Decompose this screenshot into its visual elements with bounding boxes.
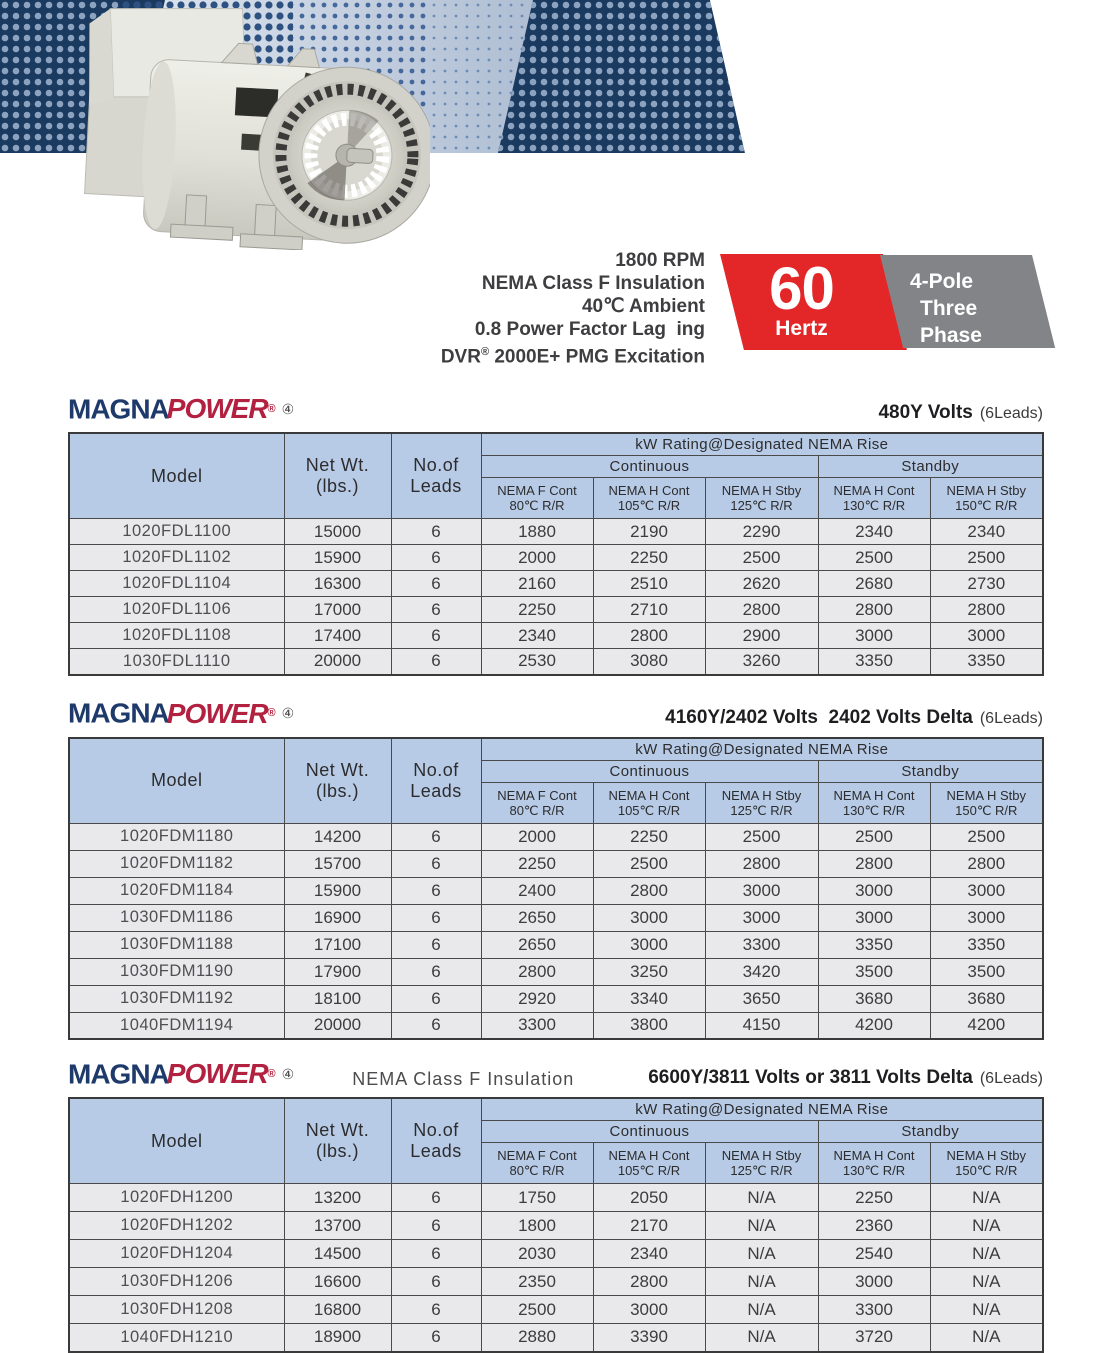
magnapower-logo: MAGNAPOWER® ④ — [68, 393, 295, 424]
value-cell: 3250 — [593, 958, 705, 985]
value-cell: 2250 — [593, 545, 705, 571]
table-row — [69, 545, 1043, 571]
value-cell: 6 — [391, 823, 481, 850]
col-header-model: Model — [69, 433, 284, 519]
value-cell: 2650 — [481, 931, 593, 958]
value-cell: 2800 — [705, 597, 818, 623]
value-cell: 3300 — [705, 931, 818, 958]
value-cell: 2250 — [481, 850, 593, 877]
value-cell: 20000 — [284, 1012, 391, 1039]
value-cell: 6 — [391, 985, 481, 1012]
value-cell: 14500 — [284, 1240, 391, 1268]
value-cell: 3000 — [593, 1296, 705, 1324]
magnapower-logo: MAGNAPOWER® ④ — [68, 697, 295, 729]
value-cell: 16800 — [284, 1296, 391, 1324]
table-row — [69, 985, 1043, 1012]
value-cell: N/A — [705, 1212, 818, 1240]
value-cell: 15900 — [284, 877, 391, 904]
tables-area — [68, 393, 1043, 1353]
value-cell: 2400 — [481, 877, 593, 904]
value-cell: 18900 — [284, 1324, 391, 1352]
hertz-unit: Hertz — [775, 317, 828, 340]
registered-mark: ® — [267, 402, 276, 415]
value-cell: 4150 — [705, 1012, 818, 1039]
col-header-nema-f-80: NEMA F Cont 80℃ R/R — [481, 782, 593, 823]
model-cell: 1030FDM1188 — [69, 931, 284, 958]
value-cell: 17000 — [284, 597, 391, 623]
spec-ambient: 40℃ Ambient — [581, 296, 705, 317]
value-cell: 6 — [391, 931, 481, 958]
value-cell: N/A — [705, 1240, 818, 1268]
value-cell: 2800 — [593, 623, 705, 649]
value-cell: 2920 — [481, 985, 593, 1012]
table-row — [69, 597, 1043, 623]
value-cell: 2050 — [593, 1184, 705, 1212]
value-cell: 3340 — [593, 985, 705, 1012]
value-cell: 16300 — [284, 571, 391, 597]
value-cell: 3300 — [481, 1012, 593, 1039]
value-cell: 3650 — [705, 985, 818, 1012]
value-cell: 6 — [391, 597, 481, 623]
value-cell: 2170 — [593, 1212, 705, 1240]
value-cell: 2350 — [481, 1268, 593, 1296]
table-row — [69, 1184, 1043, 1212]
value-cell: 17900 — [284, 958, 391, 985]
group-header-standby: Standby — [818, 456, 1043, 478]
col-header-nema-h-105: NEMA H Cont 105℃ R/R — [593, 1143, 705, 1184]
model-cell: 1020FDH1202 — [69, 1212, 284, 1240]
value-cell: 4200 — [818, 1012, 930, 1039]
col-header-leads: No.of Leads — [391, 738, 481, 824]
col-header-nema-h-130: NEMA H Cont 130℃ R/R — [818, 1143, 930, 1184]
section-4160y-title: 4160Y/2402 Volts 2402 Volts Delta (6Leads) — [665, 706, 1043, 728]
value-cell: 6 — [391, 545, 481, 571]
value-cell: 13200 — [284, 1184, 391, 1212]
model-cell: 1020FDH1200 — [69, 1184, 284, 1212]
hertz-badge — [720, 254, 883, 350]
value-cell: 17400 — [284, 623, 391, 649]
section-6600y-title: 6600Y/3811 Volts or 3811 Volts Delta (6Leads) — [648, 1067, 1043, 1088]
hertz-value: 60 — [769, 255, 834, 322]
model-cell: 1020FDM1184 — [69, 877, 284, 904]
value-cell: N/A — [930, 1240, 1043, 1268]
value-cell: 2800 — [593, 877, 705, 904]
value-cell: 2500 — [818, 823, 930, 850]
section-6600y — [68, 1058, 1043, 1353]
value-cell: 3000 — [930, 904, 1043, 931]
value-cell: 2800 — [818, 850, 930, 877]
col-header-nema-h-125: NEMA H Stby 125℃ R/R — [705, 782, 818, 823]
col-header-nema-h-150: NEMA H Stby 150℃ R/R — [930, 1143, 1043, 1184]
value-cell: 6 — [391, 904, 481, 931]
value-cell: 2730 — [930, 571, 1043, 597]
value-cell: 6 — [391, 571, 481, 597]
value-cell: 6 — [391, 623, 481, 649]
table-row — [69, 904, 1043, 931]
value-cell: 2340 — [930, 519, 1043, 545]
value-cell: 2340 — [481, 623, 593, 649]
value-cell: 3390 — [593, 1324, 705, 1352]
value-cell: 2000 — [481, 545, 593, 571]
value-cell: 3000 — [930, 877, 1043, 904]
value-cell: 1750 — [481, 1184, 593, 1212]
value-cell: 3500 — [818, 958, 930, 985]
model-cell: 1030FDM1192 — [69, 985, 284, 1012]
col-header-leads: No.of Leads — [391, 1098, 481, 1184]
value-cell: 2250 — [481, 597, 593, 623]
value-cell: 16600 — [284, 1268, 391, 1296]
kw-rating-header: kW Rating@Designated NEMA Rise — [481, 738, 1043, 761]
value-cell: N/A — [705, 1184, 818, 1212]
value-cell: 6 — [391, 1212, 481, 1240]
value-cell: N/A — [930, 1184, 1043, 1212]
col-header-netwt: Net Wt. (lbs.) — [284, 433, 391, 519]
group-header-standby: Standby — [818, 1121, 1043, 1143]
model-cell: 1020FDL1106 — [69, 597, 284, 623]
value-cell: 2500 — [481, 1296, 593, 1324]
table-row — [69, 958, 1043, 985]
value-cell: 2540 — [818, 1240, 930, 1268]
col-header-nema-h-150: NEMA H Stby 150℃ R/R — [930, 782, 1043, 823]
value-cell: 3080 — [593, 649, 705, 675]
value-cell: 2340 — [593, 1240, 705, 1268]
value-cell: 6 — [391, 649, 481, 675]
model-cell: 1030FDH1206 — [69, 1268, 284, 1296]
value-cell: 6 — [391, 1324, 481, 1352]
model-cell: 1020FDL1100 — [69, 519, 284, 545]
value-cell: 18100 — [284, 985, 391, 1012]
value-cell: 3000 — [818, 623, 930, 649]
table-row — [69, 1296, 1043, 1324]
section-480y — [68, 393, 1043, 676]
value-cell: 3350 — [818, 649, 930, 675]
circled-4-mark: ④ — [281, 400, 295, 417]
value-cell: 2360 — [818, 1212, 930, 1240]
value-cell: 2190 — [593, 519, 705, 545]
value-cell: N/A — [705, 1324, 818, 1352]
model-cell: 1020FDL1108 — [69, 623, 284, 649]
value-cell: 2500 — [930, 545, 1043, 571]
group-header-continuous: Continuous — [481, 760, 818, 782]
value-cell: 6 — [391, 1268, 481, 1296]
value-cell: 1880 — [481, 519, 593, 545]
col-header-nema-h-105: NEMA H Cont 105℃ R/R — [593, 782, 705, 823]
ratings-table-4160y — [68, 737, 1044, 1041]
value-cell: 15900 — [284, 545, 391, 571]
value-cell: N/A — [930, 1324, 1043, 1352]
insulation-note: NEMA Class F Insulation — [352, 1069, 575, 1089]
model-cell: 1040FDM1194 — [69, 1012, 284, 1039]
value-cell: 2500 — [705, 823, 818, 850]
model-cell: 1030FDL1110 — [69, 649, 284, 675]
ratings-table-6600y — [68, 1097, 1044, 1353]
model-cell: 1030FDM1190 — [69, 958, 284, 985]
generator-photo — [48, 2, 430, 250]
value-cell: 2500 — [705, 545, 818, 571]
value-cell: 3680 — [818, 985, 930, 1012]
value-cell: 2510 — [593, 571, 705, 597]
value-cell: 15000 — [284, 519, 391, 545]
value-cell: 2290 — [705, 519, 818, 545]
value-cell: 20000 — [284, 649, 391, 675]
col-header-nema-h-125: NEMA H Stby 125℃ R/R — [705, 1143, 818, 1184]
value-cell: 2500 — [593, 850, 705, 877]
value-cell: 3000 — [818, 904, 930, 931]
table-row — [69, 649, 1043, 675]
group-header-standby: Standby — [818, 760, 1043, 782]
pole-line2: Three Phase — [920, 297, 982, 347]
model-cell: 1030FDH1208 — [69, 1296, 284, 1324]
registered-mark: ® — [267, 1067, 276, 1080]
value-cell: 6 — [391, 850, 481, 877]
value-cell: 1800 — [481, 1212, 593, 1240]
value-cell: 6 — [391, 877, 481, 904]
model-cell: 1020FDH1204 — [69, 1240, 284, 1268]
value-cell: N/A — [705, 1296, 818, 1324]
value-cell: 3350 — [818, 931, 930, 958]
spec-excitation: DVR® 2000E+ PMG Excitation — [440, 346, 705, 368]
value-cell: 2900 — [705, 623, 818, 649]
registered-mark: ® — [267, 707, 276, 720]
col-header-nema-h-125: NEMA H Stby 125℃ R/R — [705, 478, 818, 519]
pole-line1: 4-Pole — [910, 270, 974, 293]
col-header-model: Model — [69, 1098, 284, 1184]
value-cell: 2340 — [818, 519, 930, 545]
value-cell: N/A — [705, 1268, 818, 1296]
section-6600y-header — [68, 1058, 1043, 1092]
section-480y-title: 480Y Volts (6Leads) — [878, 402, 1043, 423]
pole-badge — [880, 255, 1032, 348]
model-cell: 1020FDL1104 — [69, 571, 284, 597]
value-cell: 3800 — [593, 1012, 705, 1039]
value-cell: 17100 — [284, 931, 391, 958]
circled-4-mark: ④ — [281, 1065, 295, 1082]
table-row — [69, 823, 1043, 850]
value-cell: 3300 — [818, 1296, 930, 1324]
table-row — [69, 1268, 1043, 1296]
kw-rating-header: kW Rating@Designated NEMA Rise — [481, 433, 1043, 456]
table-row — [69, 1012, 1043, 1039]
value-cell: 3000 — [705, 877, 818, 904]
table-row — [69, 623, 1043, 649]
model-cell: 1040FDH1210 — [69, 1324, 284, 1352]
value-cell: 2500 — [818, 545, 930, 571]
value-cell: 2800 — [481, 958, 593, 985]
value-cell: 2000 — [481, 823, 593, 850]
table-row — [69, 1324, 1043, 1352]
model-cell: 1030FDM1186 — [69, 904, 284, 931]
value-cell: 2620 — [705, 571, 818, 597]
value-cell: 2250 — [818, 1184, 930, 1212]
spec-insulation: NEMA Class F Insulation — [481, 273, 705, 294]
value-cell: 3000 — [818, 1268, 930, 1296]
value-cell: 13700 — [284, 1212, 391, 1240]
value-cell: N/A — [930, 1268, 1043, 1296]
model-cell: 1020FDL1102 — [69, 545, 284, 571]
table-row — [69, 571, 1043, 597]
col-header-nema-h-105: NEMA H Cont 105℃ R/R — [593, 478, 705, 519]
value-cell: 3000 — [705, 904, 818, 931]
value-cell: N/A — [930, 1212, 1043, 1240]
value-cell: 2500 — [930, 823, 1043, 850]
value-cell: 6 — [391, 1296, 481, 1324]
value-cell: 4200 — [930, 1012, 1043, 1039]
spec-power-factor: 0.8 Power Factor Lag ing — [474, 319, 705, 340]
table-row — [69, 931, 1043, 958]
value-cell: 2880 — [481, 1324, 593, 1352]
section-4160y-header — [68, 698, 1043, 732]
value-cell: 14200 — [284, 823, 391, 850]
table-row — [69, 850, 1043, 877]
table-row — [69, 1240, 1043, 1268]
value-cell: 15700 — [284, 850, 391, 877]
value-cell: 6 — [391, 1184, 481, 1212]
registered-mark: ® — [480, 346, 490, 358]
value-cell: N/A — [930, 1296, 1043, 1324]
table-row — [69, 519, 1043, 545]
value-cell: 3000 — [593, 904, 705, 931]
value-cell: 2030 — [481, 1240, 593, 1268]
group-header-continuous: Continuous — [481, 1121, 818, 1143]
model-cell: 1020FDM1180 — [69, 823, 284, 850]
spec-text-block — [300, 249, 705, 368]
section-4160y — [68, 698, 1043, 1041]
value-cell: 3000 — [593, 931, 705, 958]
value-cell: 2800 — [705, 850, 818, 877]
model-cell: 1020FDM1182 — [69, 850, 284, 877]
value-cell: 3260 — [705, 649, 818, 675]
value-cell: 6 — [391, 1012, 481, 1039]
value-cell: 3500 — [930, 958, 1043, 985]
value-cell: 2800 — [818, 597, 930, 623]
value-cell: 6 — [391, 958, 481, 985]
value-cell: 3000 — [930, 623, 1043, 649]
circled-4-mark: ④ — [281, 705, 295, 722]
value-cell: 2800 — [593, 1268, 705, 1296]
value-cell: 3680 — [930, 985, 1043, 1012]
section-480y-header — [68, 393, 1043, 427]
ratings-table-480y — [68, 432, 1044, 676]
value-cell: 2160 — [481, 571, 593, 597]
col-header-nema-f-80: NEMA F Cont 80℃ R/R — [481, 478, 593, 519]
value-cell: 16900 — [284, 904, 391, 931]
magnapower-logo: MAGNAPOWER® ④ — [68, 1058, 295, 1089]
table-row — [69, 877, 1043, 904]
value-cell: 2530 — [481, 649, 593, 675]
kw-rating-header: kW Rating@Designated NEMA Rise — [481, 1098, 1043, 1121]
table-row — [69, 1212, 1043, 1240]
col-header-netwt: Net Wt. (lbs.) — [284, 738, 391, 824]
value-cell: 3420 — [705, 958, 818, 985]
value-cell: 2710 — [593, 597, 705, 623]
value-cell: 2250 — [593, 823, 705, 850]
value-cell: 6 — [391, 1240, 481, 1268]
value-cell: 2650 — [481, 904, 593, 931]
value-cell: 2800 — [930, 597, 1043, 623]
value-cell: 3350 — [930, 649, 1043, 675]
value-cell: 3000 — [818, 877, 930, 904]
pole-badge-text — [880, 255, 1032, 349]
value-cell: 2800 — [930, 850, 1043, 877]
col-header-nema-h-150: NEMA H Stby 150℃ R/R — [930, 478, 1043, 519]
spec-rpm: 1800 RPM — [615, 250, 705, 271]
value-cell: 6 — [391, 519, 481, 545]
col-header-nema-h-130: NEMA H Cont 130℃ R/R — [818, 782, 930, 823]
col-header-nema-h-130: NEMA H Cont 130℃ R/R — [818, 478, 930, 519]
col-header-model: Model — [69, 738, 284, 824]
value-cell: 3350 — [930, 931, 1043, 958]
col-header-leads: No.of Leads — [391, 433, 481, 519]
group-header-continuous: Continuous — [481, 456, 818, 478]
col-header-netwt: Net Wt. (lbs.) — [284, 1098, 391, 1184]
col-header-nema-f-80: NEMA F Cont 80℃ R/R — [481, 1143, 593, 1184]
value-cell: 3720 — [818, 1324, 930, 1352]
value-cell: 2680 — [818, 571, 930, 597]
